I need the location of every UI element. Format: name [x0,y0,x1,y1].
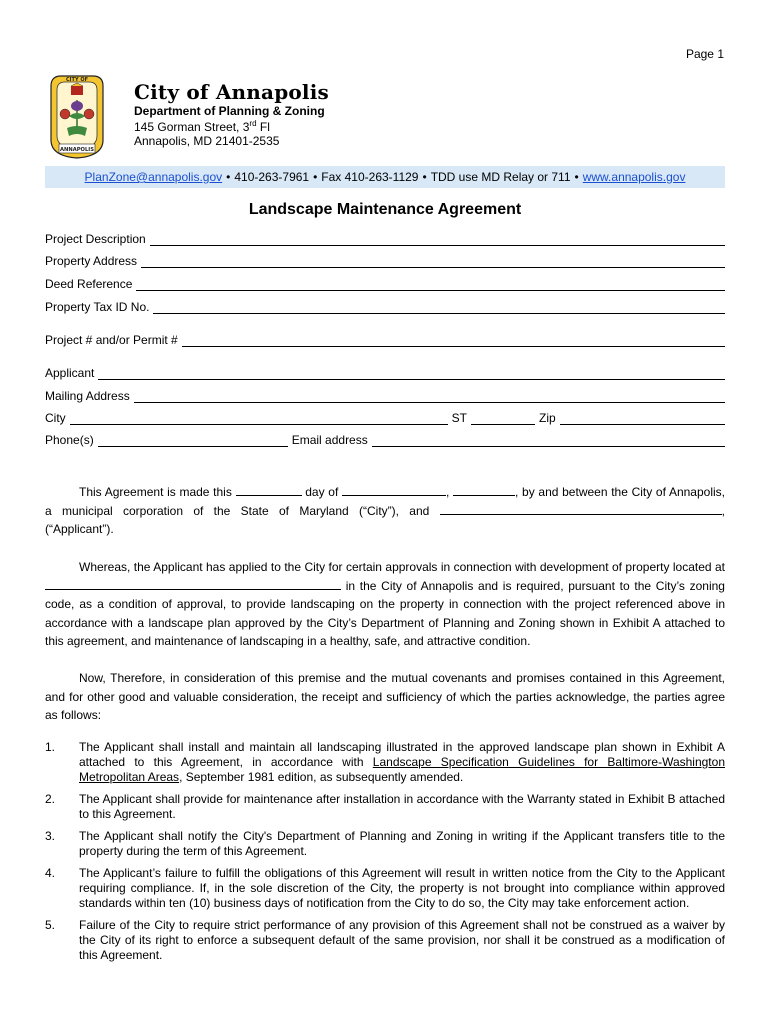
bullet-separator: • [226,170,231,184]
zip-field[interactable] [560,413,725,425]
bullet-separator: • [422,170,427,184]
project-description-label: Project Description [45,232,146,246]
list-item-text: The Applicant’s failure to fulfill the obligations of this Agreement will result in written notice from the City to the Applicant requiring compliance. If, in the sole discretion of the City, the property is not brought into compliance within approved standards within ten (10) business days of notification from the City to do so, the City may take enforcement action. [79,866,725,910]
property-address-label: Property Address [45,254,138,268]
bullet-separator: • [574,170,579,184]
list-item-text: Failure of the City to require strict performance of any provision of this Agreement shall not be construed as a waiver by the City of its right to enforce a subsequent default of the same provision, nor shall it be construed as a modification of this Agreement. [79,918,725,962]
seal-bottom-text: ANNAPOLIS [60,147,94,153]
tdd-info: TDD use MD Relay or 711 [430,170,571,184]
applicant-field[interactable] [98,368,725,380]
project-permit-field[interactable] [182,335,725,347]
city-name-heading: City of Annapolis [134,80,329,104]
now-therefore-paragraph: Now, Therefore, in consideration of this premise and the mutual covenants and promises contained in this Agreement, and for other good and valuable consideration, the receipt and sufficiency of which the parties acknowledge, the parties agree as follows: [45,671,725,722]
address-line-1: 145 Gorman Street, 3rd Fl [134,119,270,134]
agreement-year-field[interactable] [453,484,515,496]
phone-email-row [45,432,725,447]
mailing-address-label: Mailing Address [45,389,130,403]
city-field[interactable] [70,413,448,425]
zip-label: Zip [539,411,556,425]
applicant-label: Applicant [45,366,95,380]
phone-number: 410-263-7961 [234,170,310,184]
contact-bar [45,166,725,188]
seal-top-text: CITY OF [66,77,88,83]
email-address-label: Email address [291,433,368,447]
fax-number: Fax 410-263-1129 [321,170,419,184]
deed-reference-field[interactable] [136,279,725,291]
list-item-text: The Applicant shall install and maintain all landscaping illustrated in the approved landscape plan shown in Exhibit A attached to this Agreement, in accordance with Landscape Specification Guidelines for Baltimore-Washington Metropolitan Areas, September 1981 edition, as subsequently amended. [79,740,725,784]
project-permit-row [45,332,725,347]
project-permit-label: Project # and/or Permit # [45,333,178,347]
agreement-intro-paragraph: This Agreement is made this day of , , by and between the City of Annapolis, a municipal corporation of the State of Maryland (“City”), and , (“Applicant”). [45,485,725,536]
agreement-day-field[interactable] [236,484,302,496]
city-label: City [45,411,66,425]
applicant-name-field[interactable] [440,503,722,515]
email-address-field[interactable] [372,435,725,447]
phone-field[interactable] [98,435,288,447]
project-description-row [45,231,725,246]
property-tax-id-row [45,299,725,314]
state-label: ST [451,411,468,425]
mailing-address-field[interactable] [134,391,725,403]
bullet-separator: • [313,170,318,184]
list-item-text: The Applicant shall provide for maintenance after installation in accordance with the Warranty stated in Exhibit B attached to this Agreement. [79,792,725,821]
agreement-month-field[interactable] [342,484,446,496]
property-address-field[interactable] [141,256,725,268]
property-tax-id-label: Property Tax ID No. [45,300,150,314]
department-name: Department of Planning & Zoning [134,104,325,118]
website-link[interactable]: www.annapolis.gov [582,170,686,184]
whereas-paragraph: Whereas, the Applicant has applied to the City for certain approvals in connection with development of property located at in the City of Annapolis and is required, pursuant to the City’s zoning code, as a condition of approval, to provide landscaping on the property in connection with the project referenced above in accordance with a landscape plan approved by the City’s Department of Planning and Zoning shown in Exhibit A attached to this agreement, and maintenance of landscaping in a healthy, safe, and attractive condition. [45,560,725,648]
phone-label: Phone(s) [45,433,94,447]
page-number: Page 1 [685,47,724,61]
deed-reference-row [45,276,725,291]
city-state-zip-row [45,410,725,425]
state-field[interactable] [471,413,535,425]
mailing-address-row [45,388,725,403]
property-address-row [45,253,725,268]
applicant-row [45,365,725,380]
document-title: Landscape Maintenance Agreement [248,201,522,218]
project-description-field[interactable] [150,234,725,246]
city-seal-logo [47,72,107,160]
email-link[interactable]: PlanZone@annapolis.gov [84,170,223,184]
property-tax-id-field[interactable] [153,302,725,314]
list-item-text: The Applicant shall notify the City's Department of Planning and Zoning in writing if the Applicant transfers title to the property during the term of this Agreement. [79,829,725,858]
deed-reference-label: Deed Reference [45,277,133,291]
property-location-field[interactable] [45,578,341,590]
address-line-2: Annapolis, MD 21401-2535 [134,134,280,148]
